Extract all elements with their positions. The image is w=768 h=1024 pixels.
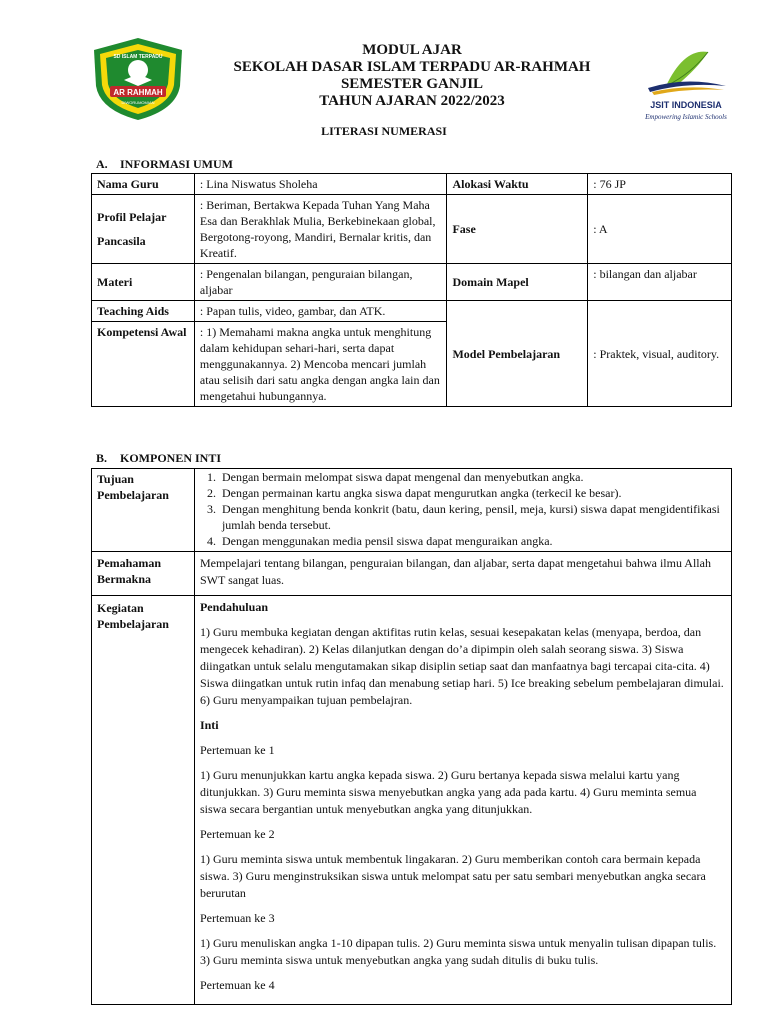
kegiatan-value xyxy=(194,596,731,1005)
tujuan-value xyxy=(194,469,731,552)
list-item: 3. Dengan menghitung benda konkrit (batu, daun kering, pensil, meja, kursi) siswa dapat mengidentifikasi jumlah benda tersebut. xyxy=(219,501,726,533)
list-item: 1. Dengan bermain melompat siswa dapat mengenal dan menyebutkan angka. xyxy=(219,469,726,485)
pertemuan-4-title: Pertemuan ke 4 xyxy=(199,978,275,992)
pemahaman-label: Pemahaman Bermakna xyxy=(92,552,195,596)
section-b-heading xyxy=(96,451,221,466)
teaching-aids-value: : Papan tulis, video, gambar, dan ATK. xyxy=(194,301,447,322)
section-b-title: KOMPONEN INTI xyxy=(120,451,222,465)
title-line-3: SEMESTER GANJIL xyxy=(340,76,484,92)
nama-guru-label: Nama Guru xyxy=(92,174,195,195)
profil-pelajar-label xyxy=(92,195,195,264)
pertemuan-2-text: 1) Guru meminta siswa untuk membentuk lingakaran. 2) Guru memberikan contoh cara bermain kepada siswa. 3) Guru menginstruksikan siswa untuk melompat satu per satu sembari menyebutkan angka secara berurutan xyxy=(199,852,706,900)
fase-value: : A xyxy=(588,195,732,264)
pertemuan-1-title: Pertemuan ke 1 xyxy=(199,743,275,757)
table-row xyxy=(92,552,732,596)
materi-label: Materi xyxy=(92,264,195,301)
inti-heading: Inti xyxy=(199,718,219,732)
section-a-number: A. xyxy=(96,157,108,171)
profil-label-line-2: Pancasila xyxy=(97,234,146,248)
section-b-number: B. xyxy=(96,451,108,465)
komponen-inti-table xyxy=(91,468,732,1005)
model-pembelajaran-label: Model Pembelajaran xyxy=(447,301,588,407)
crest-banner-text: AR RAHMAH xyxy=(113,88,163,97)
pertemuan-3-title: Pertemuan ke 3 xyxy=(199,911,275,925)
pendahuluan-heading: Pendahuluan xyxy=(199,600,268,614)
alokasi-waktu-value: : 76 JP xyxy=(588,174,732,195)
model-pembelajaran-value: : Praktek, visual, auditory. xyxy=(588,301,732,407)
title-line-1: MODUL AJAR xyxy=(362,42,462,58)
informasi-umum-table xyxy=(91,173,732,407)
nama-guru-value: : Lina Niswatus Sholeha xyxy=(194,174,447,195)
fase-label: Fase xyxy=(447,195,588,264)
table-row xyxy=(92,174,732,195)
jsit-tagline: Empowering Islamic Schools xyxy=(645,113,727,121)
materi-value: : Pengenalan bilangan, penguraian bilangan, aljabar xyxy=(194,264,447,301)
table-row xyxy=(92,469,732,552)
domain-mapel-label: Domain Mapel xyxy=(447,264,588,301)
table-row xyxy=(92,596,732,1005)
kegiatan-label: Kegiatan Pembelajaran xyxy=(92,596,195,1005)
profil-pelajar-value: : Beriman, Bertakwa Kepada Tuhan Yang Maha Esa dan Berakhlak Mulia, Berkebinekaan global, Bergotong-royong, Mandiri, Bernalar kritis, dan Kreatif. xyxy=(194,195,447,264)
tujuan-list xyxy=(200,469,726,549)
pertemuan-3-text: 1) Guru menuliskan angka 1-10 dipapan tulis. 2) Guru meminta siswa untuk menyalin tulisan dipapan tulis. 3) Guru meminta siswa untuk menyebutkan angka yang sudah ditulis di buku tulis. xyxy=(199,936,717,967)
kompetensi-awal-value: : 1) Memahami makna angka untuk menghitung dalam kehidupan sehari-hari, serta dapat menggunakannya. 2) Mencoba mencari jumlah atau selisih dari satu angka dengan angka lain dan mengetahui hubungannya. xyxy=(194,322,447,407)
school-crest-icon xyxy=(88,36,188,122)
title-line-2: SEKOLAH DASAR ISLAM TERPADU AR-RAHMAH xyxy=(233,59,591,75)
section-a-heading xyxy=(96,157,233,172)
document-subtitle: LITERASI NUMERASI xyxy=(321,124,447,138)
school-crest-logo xyxy=(88,36,188,122)
alokasi-waktu-label: Alokasi Waktu xyxy=(447,174,588,195)
table-row xyxy=(92,195,732,264)
document-title xyxy=(190,42,634,110)
pemahaman-value: Mempelajari tentang bilangan, penguraian bilangan, dan aljabar, serta dapat mengetahui bahwa ilmu Allah SWT sangat luas. xyxy=(194,552,731,596)
document-header xyxy=(0,0,768,150)
jsit-feather-icon xyxy=(636,46,736,126)
jsit-logo xyxy=(636,46,736,126)
domain-mapel-value: : bilangan dan aljabar xyxy=(588,264,732,301)
pertemuan-2-title: Pertemuan ke 2 xyxy=(199,827,275,841)
teaching-aids-label: Teaching Aids xyxy=(92,301,195,322)
pendahuluan-text: 1) Guru membuka kegiatan dengan aktifitas rutin kelas, sesuai kesepakatan kelas (menyapa, berdoa, dan mengecek kehadiran). 2) Kelas dilanjutkan dengan do’a dipimpin oleh salah seorang siswa. 3) Siswa diingatkan untuk selalu mengutamakan sikap disiplin setiap saat dan manfaatnya bagi tercapai cita-cita. 4) Siswa diingatkan untuk rutin infaq dan menabung setiap hari. 5) Ice breaking sebelum pembelajaran dimulai. 6) Guru menyampaikan tujuan pembelajran. xyxy=(199,625,724,707)
jsit-name: JSIT INDONESIA xyxy=(650,100,722,110)
table-row xyxy=(92,264,732,301)
section-a-title: INFORMASI UMUM xyxy=(120,157,233,171)
title-line-4: TAHUN AJARAN 2022/2023 xyxy=(319,93,505,109)
tujuan-label: Tujuan Pembelajaran xyxy=(92,469,195,552)
pertemuan-1-text: 1) Guru menunjukkan kartu angka kepada siswa. 2) Guru bertanya kepada siswa melalui kartu yang ditunjukkan. 3) Guru meminta siswa menyebutkan angka yang ada pada kartu. 4) Guru meminta semua siswa secara bergantian untuk menyebutkan angka yang ditunjukkan. xyxy=(199,768,697,816)
kompetensi-awal-label: Kompetensi Awal xyxy=(92,322,195,407)
table-row xyxy=(92,301,732,322)
list-item: 2. Dengan permainan kartu angka siswa dapat mengurutkan angka (terkecil ke besar). xyxy=(219,485,726,501)
crest-arc-text: SD ISLAM TERPADU xyxy=(113,54,163,60)
list-item: 4. Dengan menggunakan media pensil siswa dapat menguraikan angka. xyxy=(219,533,726,549)
profil-label-line-1: Profil Pelajar xyxy=(97,210,167,224)
crest-bottom-text: DIWORUMOMIAN xyxy=(121,100,155,105)
